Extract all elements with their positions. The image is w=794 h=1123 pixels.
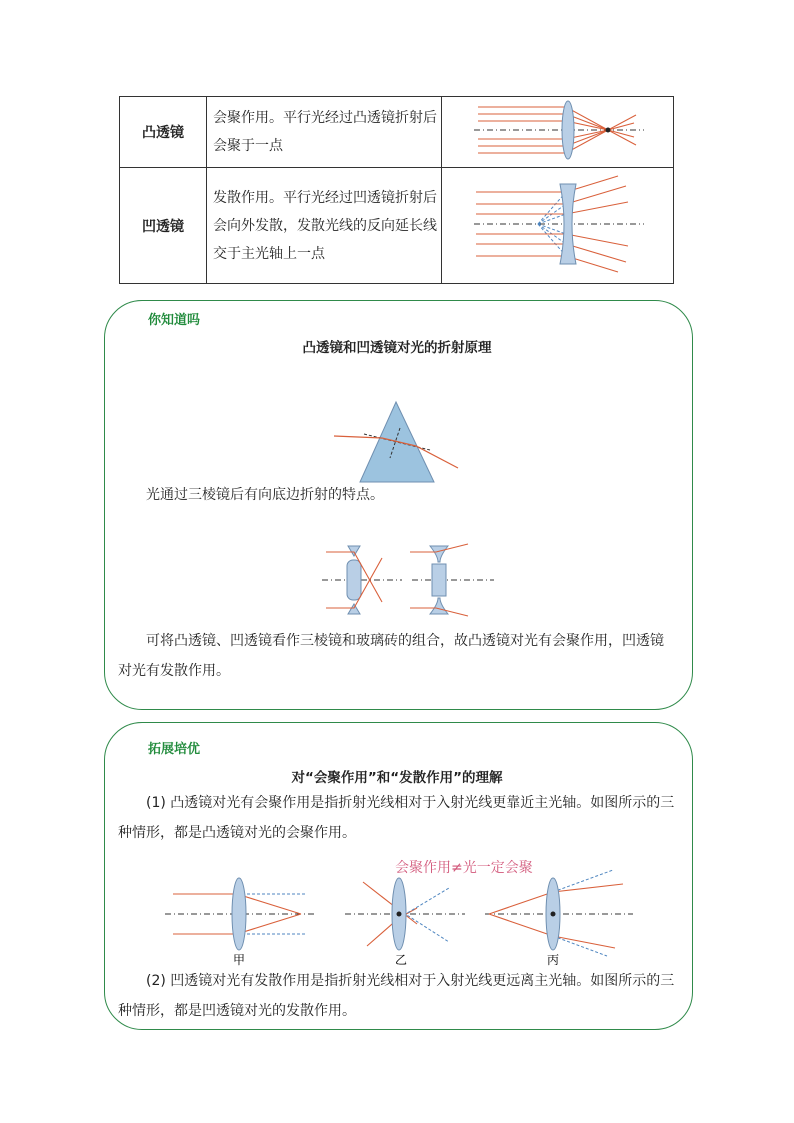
- composition-paragraph: 可将凸透镜、凹透镜看作三棱镜和玻璃砖的组合，故凸透镜对光有会聚作用，凹透镜对光有发散作用。: [118, 633, 664, 679]
- label-jia: 甲: [233, 953, 246, 967]
- annotation-text: 会聚作用≠光一定会聚: [395, 860, 533, 876]
- convergence-title: 对“会聚作用”和“发散作用”的理解: [291, 770, 503, 786]
- extension-tag: 拓展培优: [148, 742, 201, 757]
- table-row: [120, 97, 674, 168]
- concave-name: 凹透镜: [120, 168, 207, 284]
- label-bing: 丙: [547, 953, 560, 967]
- prism-caption: 光通过三棱镜后有向底边折射的特点。: [146, 487, 384, 503]
- lens-comparison-table: [119, 96, 674, 284]
- convex-figure-cell: [442, 97, 674, 168]
- concave-desc: 发散作用。平行光经过凹透镜折射后会向外发散，发散光线的反向延长线交于主光轴上一点: [207, 168, 442, 284]
- lens-composition-diagram: [318, 542, 498, 618]
- divergence-paragraph: (2) 凹透镜对光有发散作用是指折射光线相对于入射光线更远离主光轴。如图所示的三种情形，都是凹透镜对光的发散作用。: [118, 973, 675, 1019]
- concave-figure-cell: [442, 168, 674, 284]
- convex-diagram: [468, 97, 648, 163]
- convergence-paragraph: (1) 凸透镜对光有会聚作用是指折射光线相对于入射光线更靠近主光轴。如图所示的三种情形，都是凸透镜对光的会聚作用。: [118, 795, 675, 841]
- label-yi: 乙: [395, 953, 408, 967]
- convex-name: 凸透镜: [120, 97, 207, 168]
- prism-diagram: [330, 398, 470, 488]
- did-you-know-tag: 你知道吗: [148, 313, 201, 328]
- three-cases-diagram: [155, 848, 635, 968]
- table-row: [120, 168, 674, 284]
- convex-desc: 会聚作用。平行光经过凸透镜折射后会聚于一点: [207, 97, 442, 168]
- principle-title: 凸透镜和凹透镜对光的折射原理: [302, 340, 492, 356]
- concave-diagram: [468, 174, 648, 274]
